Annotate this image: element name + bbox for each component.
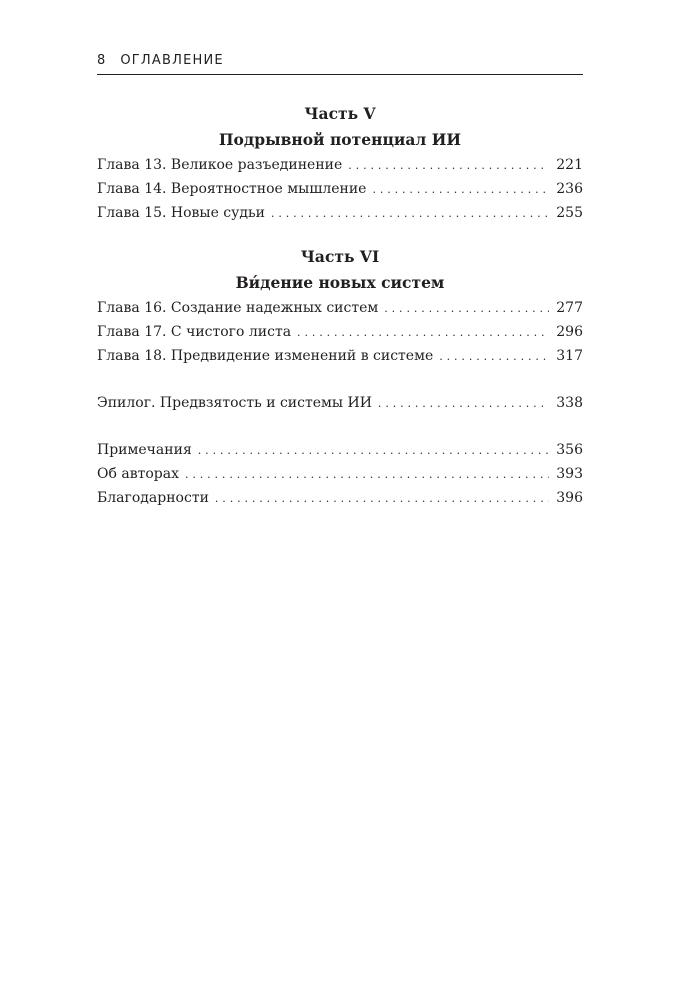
entry-page: 236: [556, 181, 583, 197]
spacer: [97, 225, 583, 244]
entry-page: 277: [556, 300, 583, 316]
spacer: [97, 368, 583, 391]
toc-entry[interactable]: [97, 296, 583, 320]
toc-entry[interactable]: [97, 438, 583, 462]
toc-entry-epilogue[interactable]: [97, 391, 583, 415]
toc-entry[interactable]: [97, 177, 583, 201]
entry-title: Глава 15. Новые судьи: [97, 205, 265, 221]
entry-page: 317: [556, 348, 583, 364]
table-of-contents: [97, 101, 583, 510]
dot-leader: [378, 392, 549, 416]
dot-leader: [372, 178, 549, 202]
entry-page: 296: [556, 324, 583, 340]
entry-page: 393: [556, 466, 583, 482]
entry-page: 221: [556, 157, 583, 173]
dot-leader: [185, 463, 549, 487]
part-section: [97, 101, 583, 225]
toc-entry[interactable]: [97, 153, 583, 177]
entry-title: Благодарности: [97, 490, 209, 506]
spacer: [97, 415, 583, 438]
toc-entry[interactable]: [97, 462, 583, 486]
entry-page: 396: [556, 490, 583, 506]
entry-page: 255: [556, 205, 583, 221]
entry-title: Глава 18. Предвидение изменений в системе: [97, 348, 434, 364]
entry-title: Глава 17. С чистого листа: [97, 324, 292, 340]
dot-leader: [439, 345, 549, 369]
section-title: ОГЛАВЛЕНИЕ: [120, 53, 224, 68]
dot-leader: [297, 321, 549, 345]
dot-leader: [198, 439, 549, 463]
part-section: [97, 244, 583, 368]
part-label: Часть V: [304, 104, 376, 123]
toc-entry[interactable]: [97, 201, 583, 225]
entry-title: Глава 13. Великое разъединение: [97, 157, 343, 173]
entry-page: 338: [556, 395, 583, 411]
part-title: Подрывной потенциал ИИ: [218, 130, 462, 149]
toc-entry[interactable]: [97, 320, 583, 344]
entry-title: Глава 14. Вероятностное мышление: [97, 181, 367, 197]
page-number: 8: [97, 53, 107, 68]
dot-leader: [215, 487, 549, 511]
running-header: [97, 52, 583, 75]
dot-leader: [348, 154, 549, 178]
dot-leader: [384, 297, 549, 321]
entry-page: 356: [556, 442, 583, 458]
entry-title: Об авторах: [97, 466, 179, 482]
entry-title: Эпилог. Предвзятость и системы ИИ: [97, 395, 372, 411]
entry-title: Примечания: [97, 442, 192, 458]
back-matter: [97, 438, 583, 510]
part-title: Ви́дение новых систем: [235, 273, 445, 292]
dot-leader: [271, 202, 549, 226]
toc-entry[interactable]: [97, 486, 583, 510]
entry-title: Глава 16. Создание надежных систем: [97, 300, 379, 316]
part-label: Часть VI: [300, 247, 380, 266]
toc-entry[interactable]: [97, 344, 583, 368]
